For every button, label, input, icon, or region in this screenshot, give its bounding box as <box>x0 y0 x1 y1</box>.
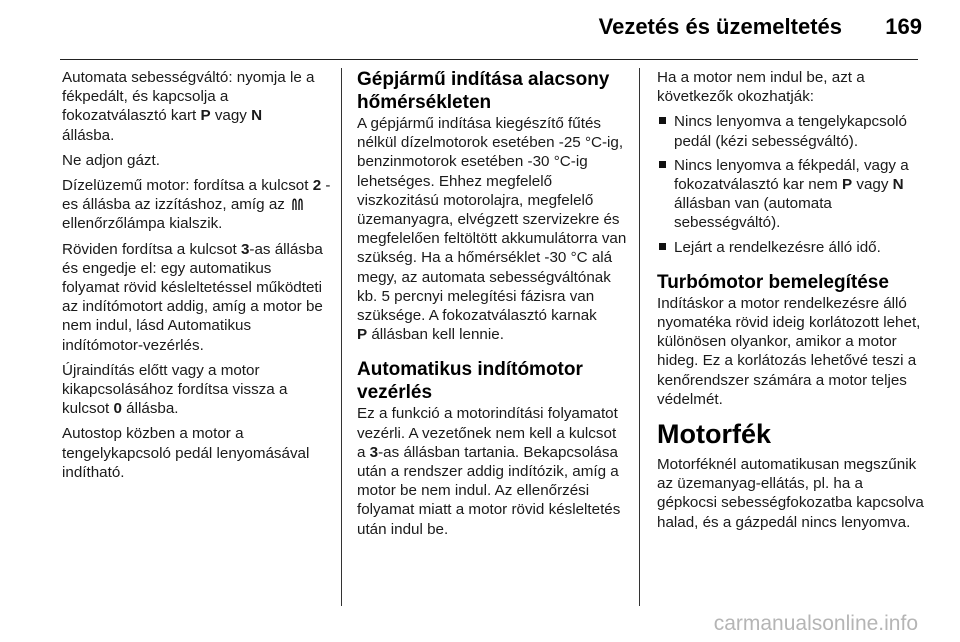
key-position-0: 0 <box>113 400 122 418</box>
paragraph-restart: Újraindítás előtt vagy a motor kikapcsolásához fordítsa vissza a kulcsot 0 állásba. <box>62 361 288 418</box>
cause-list <box>657 112 925 256</box>
column-divider-2 <box>639 68 640 606</box>
paragraph-diesel-preheat: Dízelüzemű motor: fordítsa a kulcsot 2 - es állásba az izzításhoz, amíg az ellenőrzőlámpa kialszik. <box>62 177 331 233</box>
header-rule <box>60 59 918 60</box>
paragraph-cold-start: A gépjármű indítása kiegészítő fűtés nélkül dízelmotorok esetében -25 °C-ig, benzinmotorok esetében -30 °C-ig lehetséges. Ehhez megfelelő viszkozitású motorolajra, megfelelő üzemanyagra, elvégzett szervizekre és megfelelően feltöltött akkumulátorra van szükség. Ha a hőmérséklet -30 °C alá megy, az automata sebességváltónak kb. 5 percnyi melegítési fázisra van szüksége. A fokozatválasztó karnak P állásban kell lennie. <box>357 115 627 344</box>
paragraph-no-throttle: Ne adjon gázt. <box>62 151 160 169</box>
bullet-icon <box>659 243 666 250</box>
paragraph-turbo-warmup: Indításkor a motor rendelkezésre álló nyomatéka rövid ideig korlátozott lehet, különösen olyankor, amikor a motor hideg. Ez a korlátozás lehetővé teszi a kenőrendszer számára a motor teljes védelmét. <box>657 294 921 408</box>
paragraph-engine-brake: Motorféknél automatikusan megszűnik az üzemanyag-ellátás, pl. ha a gépkocsi sebességfokozatba kapcsolva halad, és a gázpedál nincs lenyomva. <box>657 456 924 531</box>
bullet-icon <box>659 161 666 168</box>
page-header <box>0 0 960 48</box>
paragraph-automatic-transmission: Automata sebességváltó: nyomja le a fékpedált, és kapcsolja a fokozatválasztó kart P vagy N állásba. <box>62 69 315 144</box>
list-item: Nincs lenyomva a tengelykapcsoló pedál (kézi sebességváltó). <box>657 112 925 150</box>
column-1 <box>62 68 332 488</box>
paragraph-turn-key: Röviden fordítsa a kulcsot 3-as állásba és engedje el: egy automatikus folyamat rövid késleltetéssel működteti az indítómotort addig, amíg a motor be nem indul, lásd Automatikus indítómotor-vezérlés. <box>62 240 323 354</box>
heading-starter-control: Automatikus indítómotor vezérlés <box>357 359 583 404</box>
column-divider-1 <box>341 68 342 606</box>
paragraph-autostop: Autostop közben a motor a tengelykapcsoló pedál lenyomásával indítható. <box>62 425 310 481</box>
heading-turbo-warmup: Turbómotor bemelegítése <box>657 271 889 293</box>
glow-plug-icon <box>291 197 304 211</box>
column-2 <box>357 68 627 545</box>
watermark: carmanualsonline.info <box>713 612 918 635</box>
key-position-3: 3 <box>369 443 379 461</box>
running-head-title: Vezetés és üzemeltetés <box>598 14 842 39</box>
page-number: 169 <box>885 14 922 39</box>
paragraph-engine-no-start: Ha a motor nem indul be, azt a következők okozhatják: <box>657 69 865 106</box>
key-position-2: 2 <box>312 177 322 195</box>
paragraph-starter-control: Ez a funkció a motorindítási folyamatot vezérli. A vezetőnek nem kell a kulcsot a 3-as állásban tartania. Bekapcsolása után a rendszer addig indítózik, amíg a motor be nem indul. Az ellenőrzési folyamat miatt a motor rövid késleltetés után indul be. <box>357 405 621 538</box>
column-3 <box>657 68 925 538</box>
key-position-3: 3 <box>240 240 250 258</box>
gear-p: P <box>357 326 368 344</box>
gear-p: P <box>200 107 211 125</box>
gear-n: N <box>251 107 263 125</box>
heading-cold-start: Gépjármű indítása alacsony hőmérsékleten <box>357 69 610 113</box>
bullet-icon <box>659 117 666 124</box>
list-item: Lejárt a rendelkezésre álló idő. <box>657 238 925 257</box>
list-item: Nincs lenyomva a fékpedál, vagy a fokozatválasztó kar nem P vagy N állásban van (automata sebességváltó). <box>657 156 925 233</box>
heading-engine-brake: Motorfék <box>657 419 771 450</box>
